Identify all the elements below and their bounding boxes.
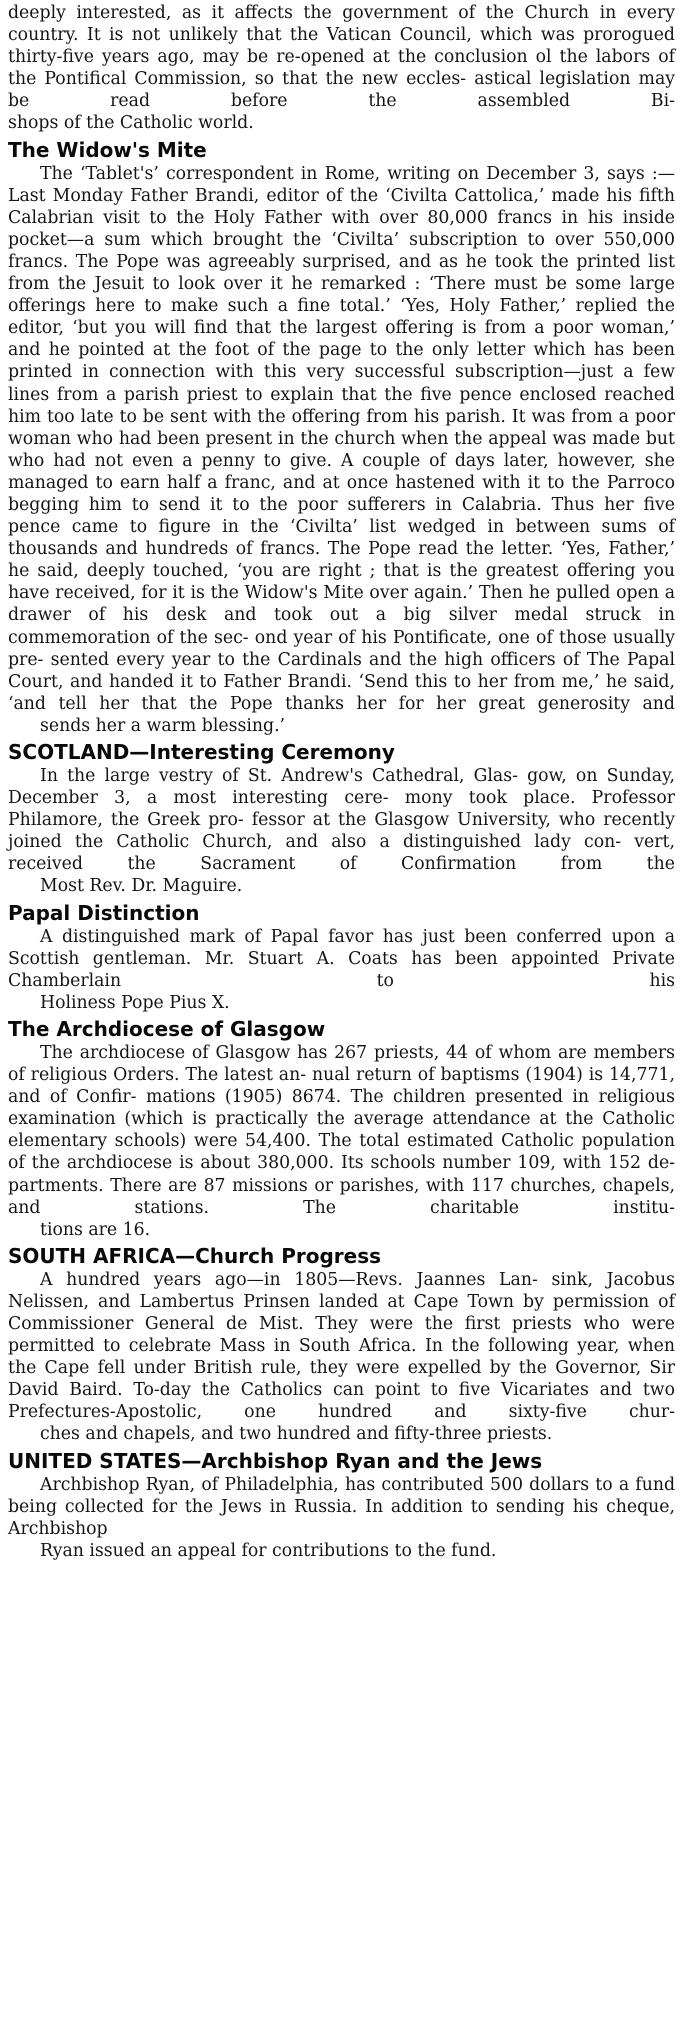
section-heading: UNITED STATES—Archbishop Ryan and the Jews: [8, 1448, 543, 1473]
text-line: astical legislation may be read before the assembled Bi-: [8, 69, 676, 112]
text-line: expelled by the Governor, Sir David Baird. To-day: [8, 1358, 675, 1401]
article-section: [8, 1449, 675, 1562]
text-line: total estimated Catholic population of the archdiocese is: [8, 1131, 676, 1174]
text-line: you have received, for it is the Widow's Mite over again.’: [8, 561, 676, 604]
text-line: visit to the Holy Father with over 80,000 francs in: [103, 207, 579, 228]
text-line: 500 dollars to a fund being collected for the Jews in: [8, 1474, 676, 1517]
text-line: Then he pulled open a drawer of his desk and took out: [8, 583, 676, 626]
text-line: his inside pocket—a sum which brought the ‘Civilta’: [8, 207, 675, 250]
text-line: Russia. In addition to sending his cheque, Archbishop: [8, 1496, 675, 1539]
text-line: A distinguished mark of Papal favor has just been: [40, 926, 507, 947]
text-line: gow, on Sunday, December 3, a most interesting cere-: [8, 766, 676, 809]
text-line: The ‘Tablet's’ correspondent in Rome, writing on: [40, 163, 480, 184]
text-line: Mist. They were the first priests who were permitted: [8, 1313, 675, 1357]
text-line: had not even a penny to give. A couple of days later,: [53, 450, 549, 471]
section-heading: The Widow's Mite: [8, 137, 207, 162]
text-line: a big silver medal struck in commemoration of the sec-: [8, 605, 675, 648]
section-heading: The Archdiocese of Glasgow: [8, 1016, 326, 1041]
text-line: Archbishop Ryan, of Philadelphia, has contributed: [40, 1474, 484, 1495]
text-line: Prefectures-Apostolic, one hundred and sixty-five chur-: [8, 1402, 675, 1423]
text-line: that the Pope thanks her for her great generosity and: [141, 693, 675, 714]
text-line: sends her a warm blessing.’: [40, 715, 286, 736]
text-line: total.’ ‘Yes, Holy Father,’ replied the editor, ‘but: [8, 296, 675, 339]
text-line: In the large vestry of St. Andrew's Cathedral, Glas-: [40, 766, 518, 786]
text-line: examination (which is practically the average attendance: [8, 1109, 531, 1130]
text-line: deeply interested, as it affects the government of the: [8, 3, 514, 23]
text-line: ago, may be re-opened at the conclusion ol the labors: [157, 47, 651, 68]
text-line: ‘Send this to her from me,’ he said, ‘and tell her: [8, 671, 675, 714]
article-section: [8, 1244, 675, 1446]
text-line: of the Pontifical Commission, so that the new eccles-: [8, 47, 676, 90]
article-section: [8, 901, 675, 1014]
text-line: from the Jesuit to look over it he remarked : ‘There: [8, 274, 486, 295]
text-line: however, she managed to earn half a franc, and at once: [8, 450, 675, 493]
section-heading: SCOTLAND—Interesting Ceremony: [8, 740, 395, 764]
text-line: conferred upon a Scottish gentleman. Mr. Stuart A.: [8, 926, 675, 969]
text-line: his parish. It was from a poor woman who had been: [8, 406, 676, 449]
text-line: read the letter. ‘Yes, Father,’ he said, deeply: [8, 539, 676, 582]
article-section: [8, 740, 675, 898]
text-line: reached him too late to be sent with the offering from: [8, 384, 675, 427]
text-line: Most Rev. Dr. Maguire.: [40, 876, 243, 897]
text-line: ond year of his Pontificate, one of those usually pre-: [8, 627, 675, 670]
text-line: The archdiocese of Glasgow has 267 priests, 44 of: [40, 1042, 492, 1063]
section-heading: Papal Distinction: [8, 900, 200, 925]
text-line: Church in every country. It is not unlikely that the: [8, 3, 676, 46]
article-paragraph: [8, 1042, 675, 1241]
text-line: year, when the Cape fell under British rule, they were: [8, 1336, 675, 1379]
text-line: December 3, says :—Last Monday Father Brandi, editor: [8, 163, 675, 206]
article-section: [8, 138, 675, 737]
text-line: the Catholics can point to five Vicariates and two: [201, 1380, 675, 1401]
text-line: to the poor sufferers in Calabria. Thus her five pence: [8, 494, 675, 538]
text-line: agreeably surprised, and as he took the printed list: [208, 251, 675, 272]
text-line: whom are members of religious Orders. The latest an-: [8, 1042, 675, 1086]
text-line: vert, received the Sacrament of Confirmation from the: [8, 832, 675, 875]
text-line: at the Catholic elementary schools) were 54,400. The: [8, 1109, 675, 1152]
text-line: present in the church when the appeal was made but who: [8, 428, 675, 471]
article-paragraph: [8, 163, 675, 737]
text-line: ches and chapels, and two hundred and fifty-three priests.: [40, 1424, 553, 1445]
text-line: subscription to over 550,000 francs. The Pope was: [8, 229, 675, 272]
intro-paragraph: [8, 2, 675, 135]
text-line: this very successful subscription—just a few lines from: [8, 362, 676, 405]
text-line: sums of thousands and hundreds of francs. The Pope: [8, 517, 675, 560]
text-line: sented every year to the Cardinals and the high officers: [50, 649, 556, 670]
text-line: Vatican Council, which was prorogued thirty-five years: [8, 25, 675, 68]
text-line: A hundred years ago—in 1805—Revs. Jaannes Lan-: [40, 1269, 538, 1290]
article-paragraph: [8, 926, 675, 1014]
text-line: hastened with it to the Parroco begging him to send it: [8, 472, 675, 515]
text-line: partments. There are 87 missions or parishes, with 117: [8, 1175, 504, 1196]
text-line: to celebrate Mass in South Africa. In the following: [103, 1336, 569, 1357]
text-line: the Catholic Church, and also a distinguished lady con-: [74, 832, 622, 853]
text-line: of the ‘Civilta Cattolica,’ made his fifth Calabrian: [8, 185, 676, 228]
text-line: about 380,000. Its schools number 109, with 152 de-: [200, 1153, 676, 1174]
text-line: came to figure in the ‘Civilta’ list wedged in between: [71, 517, 591, 538]
text-line: mations (1905) 8674. The children presented in religious: [145, 1087, 675, 1108]
text-line: of The Papal Court, and handed it to Father Brandi.: [8, 649, 676, 692]
text-line: Holiness Pope Pius X.: [40, 992, 230, 1013]
section-heading: SOUTH AFRICA—Church Progress: [8, 1243, 382, 1268]
text-line: only letter which has been printed in connection with: [8, 340, 675, 383]
text-line: sink, Jacobus Nelissen, and Lambertus Prinsen landed at: [8, 1269, 675, 1312]
text-line: touched, ‘you are right ; that is the greatest offering: [152, 561, 636, 582]
article-paragraph: [8, 765, 675, 898]
text-line: churches, chapels, and stations. The charitable institu-: [8, 1175, 675, 1218]
text-line: Ryan issued an appeal for contributions to the fund.: [40, 1540, 497, 1561]
text-line: tions are 16.: [40, 1219, 151, 1240]
text-line: nual return of baptisms (1904) is 14,771, and of Confir-: [8, 1065, 675, 1108]
article-paragraph: [8, 1269, 675, 1446]
article-sections: [8, 138, 675, 1562]
text-line: you will find that the largest offering is from a poor: [114, 318, 593, 339]
text-line: shops of the Catholic world.: [8, 113, 254, 134]
text-line: a parish priest to explain that the five pence enclosed: [106, 384, 597, 405]
text-line: woman,’ and he pointed at the foot of the page to the: [8, 318, 675, 361]
text-line: mony took place. Professor Philamore, the Greek pro-: [8, 788, 676, 831]
article-paragraph: [8, 1474, 675, 1562]
text-line: fessor at the Glasgow University, who recently joined: [8, 810, 675, 853]
article-section: [8, 1017, 675, 1241]
text-line: must be some large offerings here to make such a fine: [8, 274, 675, 317]
text-line: Coats has been appointed Private Chamberlain to his: [8, 948, 675, 991]
text-line: Cape Town by permission of Commissioner General de: [8, 1291, 675, 1334]
